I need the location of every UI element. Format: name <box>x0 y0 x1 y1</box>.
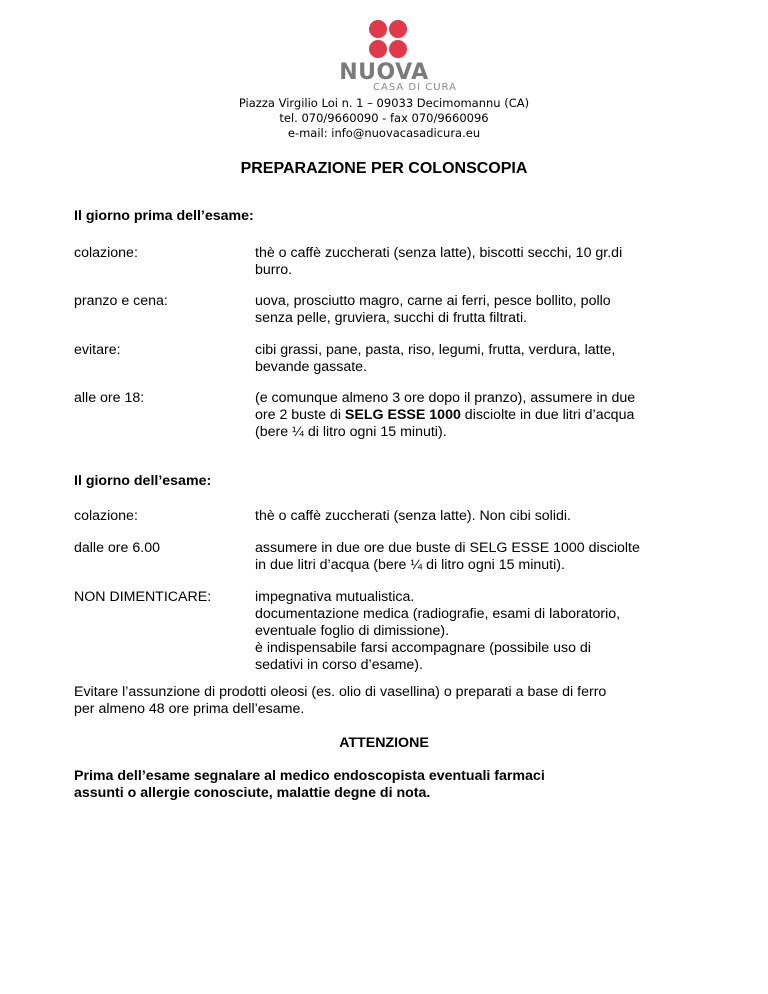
row-label: evitare: <box>74 342 121 358</box>
row-label: NON DIMENTICARE: <box>74 589 212 605</box>
brand-subtitle: CASA DI CURA <box>373 82 457 93</box>
row-text <box>255 245 695 279</box>
row-text <box>255 342 695 376</box>
text-line: assumere in due ore due buste di SELG ESSE 1000 disciolte <box>255 540 640 556</box>
iron-warning-note <box>74 684 714 718</box>
text-line: (e comunque almeno 3 ore dopo il pranzo), assumere in due <box>255 390 636 406</box>
brand-name: NUOVA <box>339 60 429 85</box>
row-label: colazione: <box>74 508 138 524</box>
text-line: assunti o allergie conosciute, malattie degne di nota. <box>74 785 431 801</box>
text-line: sedativi in corso d’esame). <box>255 657 423 673</box>
row-text <box>255 508 695 525</box>
address-block <box>0 96 768 141</box>
text-line: documentazione medica (radiografie, esami di laboratorio, <box>255 606 621 622</box>
clover-logo-icon <box>369 20 407 58</box>
section-heading-day-before: Il giorno prima dell’esame: <box>74 208 254 224</box>
product-name: SELG ESSE 1000 <box>344 407 461 423</box>
row-label: alle ore 18: <box>74 390 145 406</box>
attention-heading: ATTENZIONE <box>339 735 429 751</box>
text-span: disciolte in due litri d’acqua <box>460 407 635 423</box>
page-title: PREPARAZIONE PER COLONSCOPIA <box>240 160 528 177</box>
phone-line: tel. 070/9660090 - fax 070/9660096 <box>279 111 489 125</box>
section-heading-exam-day: Il giorno dell’esame: <box>74 473 212 489</box>
text-line: eventuale foglio di dimissione). <box>255 623 450 639</box>
text-line: in due litri d’acqua (bere ¼ di litro ogni 15 minuti). <box>255 557 565 573</box>
text-line <box>255 407 695 424</box>
text-line: thè o caffè zuccherati (senza latte). Non cibi solidi. <box>255 508 571 524</box>
text-line: impegnativa mutualistica. <box>255 589 415 605</box>
row-text <box>255 589 695 674</box>
text-line: per almeno 48 ore prima dell’esame. <box>74 701 305 717</box>
row-label: colazione: <box>74 245 138 261</box>
row-label: dalle ore 6.00 <box>74 540 160 556</box>
text-line: Prima dell’esame segnalare al medico endoscopista eventuali farmaci <box>74 768 545 784</box>
text-span: ore 2 buste di <box>255 407 345 423</box>
row-label: pranzo e cena: <box>74 293 168 309</box>
text-line: è indispensabile farsi accompagnare (possibile uso di <box>255 640 591 656</box>
row-text <box>255 540 695 574</box>
attention-text <box>74 768 714 802</box>
text-line: cibi grassi, pane, pasta, riso, legumi, frutta, verdura, latte, <box>255 342 616 358</box>
address-line: Piazza Virgilio Loi n. 1 – 09033 Decimomannu (CA) <box>238 96 530 110</box>
text-line: burro. <box>255 262 293 278</box>
text-line: bevande gassate. <box>255 359 368 375</box>
text-line: Evitare l’assunzione di prodotti oleosi (es. olio di vasellina) o preparati a base di ferro <box>74 684 607 700</box>
row-text <box>255 293 695 327</box>
text-line: uova, prosciutto magro, carne ai ferri, pesce bollito, pollo <box>255 293 611 309</box>
text-line: (bere ¼ di litro ogni 15 minuti). <box>255 424 447 440</box>
row-text <box>255 390 695 441</box>
email-line: e-mail: info@nuovacasadicura.eu <box>287 126 481 140</box>
text-line: thè o caffè zuccherati (senza latte), biscotti secchi, 10 gr.di <box>255 245 623 261</box>
text-line: senza pelle, gruviera, succhi di frutta filtrati. <box>255 310 528 326</box>
